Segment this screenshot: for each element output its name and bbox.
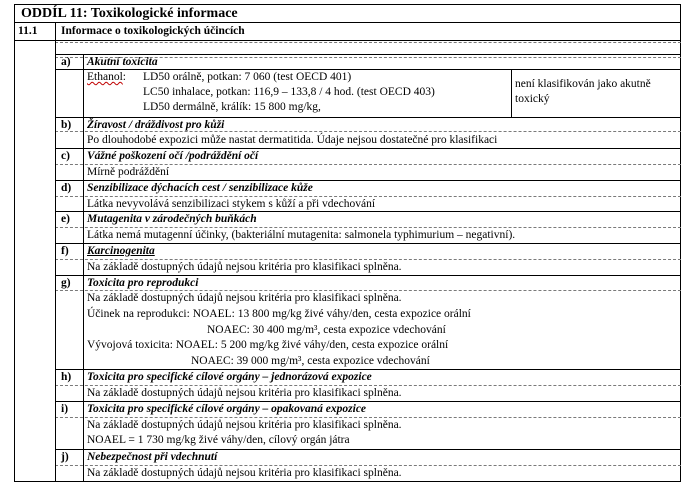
- row-letter: i): [61, 403, 69, 415]
- row-text: Na základě dostupných údajů nejsou kritéria pro klasifikaci splněna.: [87, 387, 402, 399]
- row-text: Látka nemá mutagenní účinky, (bakteriální mutagenita: salmonela typhimurium – negativní).: [87, 229, 516, 241]
- row-text: NOAEC: 30 400 mg/m³, cesta expozice vdechování: [207, 324, 446, 336]
- divider: [55, 369, 681, 370]
- acute-substance: [87, 71, 126, 84]
- column-divider: [511, 69, 512, 117]
- divider: [55, 211, 681, 212]
- row-heading: Toxicita pro specifické cílové orgány – jednorázová expozice: [87, 371, 372, 383]
- divider: [55, 148, 681, 149]
- divider: [55, 259, 681, 260]
- row-letter: e): [61, 213, 70, 225]
- divider: [55, 117, 681, 118]
- row-letter: f): [61, 245, 69, 257]
- row-letter: a): [61, 56, 71, 68]
- acute-line: LD50 orálně, potkan: 7 060 (test OECD 401): [143, 71, 352, 83]
- row-letter: g): [61, 277, 71, 289]
- subsection-title: Informace o toxikologických účincích: [61, 25, 245, 37]
- row-text: Látka nevyvolává senzibilizaci stykem s kůží a při vdechování: [87, 198, 376, 210]
- divider: [55, 401, 681, 402]
- divider: [55, 69, 681, 70]
- divider: [55, 385, 681, 386]
- row-heading: Žíravost / dráždivost pro kůži: [87, 119, 225, 131]
- row-text: Po dlouhodobé expozici může nastat dermatitida. Údaje nejsou dostatečné pro klasifikaci: [87, 134, 498, 146]
- divider: [55, 196, 681, 197]
- row-heading: Nebezpečnost při vdechnutí: [87, 451, 218, 463]
- row-text: Na základě dostupných údajů nejsou kritéria pro klasifikaci splněna.: [87, 292, 402, 304]
- row-text: NOAEL = 1 730 mg/kg živé váhy/den, cílový orgán játra: [87, 434, 350, 446]
- row-letter: j): [61, 451, 69, 463]
- subsection-number: 11.1: [18, 25, 38, 37]
- row-text: Účinek na reprodukci: NOAEL: 13 800 mg/kg živé váhy/den, cesta expozice orální: [87, 308, 471, 320]
- column-divider: [55, 22, 56, 482]
- divider: [15, 22, 681, 23]
- column-divider: [83, 54, 84, 482]
- row-heading: Karcinogenita: [87, 245, 155, 257]
- classification-note: toxický: [515, 93, 550, 105]
- row-letter: b): [61, 119, 72, 131]
- divider: [55, 227, 681, 228]
- row-text: Na základě dostupných údajů nejsou kritéria pro klasifikaci splněna.: [87, 261, 402, 273]
- row-heading: Senzibilizace dýchacích cest / senzibilizace kůže: [87, 182, 313, 194]
- divider: [55, 180, 681, 181]
- row-letter: c): [61, 150, 70, 162]
- divider: [55, 417, 681, 418]
- row-heading: Toxicita pro reprodukci: [87, 277, 199, 289]
- divider: [55, 243, 681, 244]
- row-text: Na základě dostupných údajů nejsou kritéria pro klasifikaci splněna.: [87, 419, 402, 431]
- substance-colon: :: [122, 71, 126, 83]
- acute-line: LC50 inhalace, potkan: 116,9 – 133,8 / 4 hod. (test OECD 403): [143, 86, 435, 98]
- divider: [55, 465, 681, 466]
- section-title: ODDÍL 11: Toxikologické informace: [21, 6, 238, 21]
- row-letter: h): [61, 371, 72, 383]
- divider: [55, 290, 681, 291]
- row-text: Na základě dostupných údajů nejsou kritéria pro klasifikaci splněna.: [87, 467, 402, 479]
- row-text: Mírně podráždění: [87, 166, 170, 178]
- divider: [55, 54, 681, 55]
- row-heading: Vážné poškození očí /podráždění očí: [87, 150, 259, 162]
- toxicology-section: [14, 4, 681, 482]
- row-text: NOAEC: 39 000 mg/m³, cesta expozice vdechování: [191, 355, 430, 367]
- divider: [55, 449, 681, 450]
- row-heading: Toxicita pro specifické cílové orgány – opakovaná expozice: [87, 403, 367, 415]
- divider: [15, 40, 681, 41]
- substance-name: Ethanol: [87, 71, 123, 83]
- row-letter: d): [61, 182, 72, 194]
- row-heading: Akutní toxicita: [87, 56, 158, 68]
- classification-note: není klasifikován jako akutně: [515, 78, 651, 90]
- row-text: Vývojová toxicita: NOAEL: 5 200 mg/kg živé váhy/den, cesta expozice orální: [87, 339, 449, 351]
- row-heading: Mutagenita v zárodečných buňkách: [87, 213, 257, 225]
- divider: [55, 164, 681, 165]
- divider: [55, 275, 681, 276]
- acute-line: LD50 dermálně, králík: 15 800 mg/kg,: [143, 101, 321, 113]
- divider: [55, 42, 681, 43]
